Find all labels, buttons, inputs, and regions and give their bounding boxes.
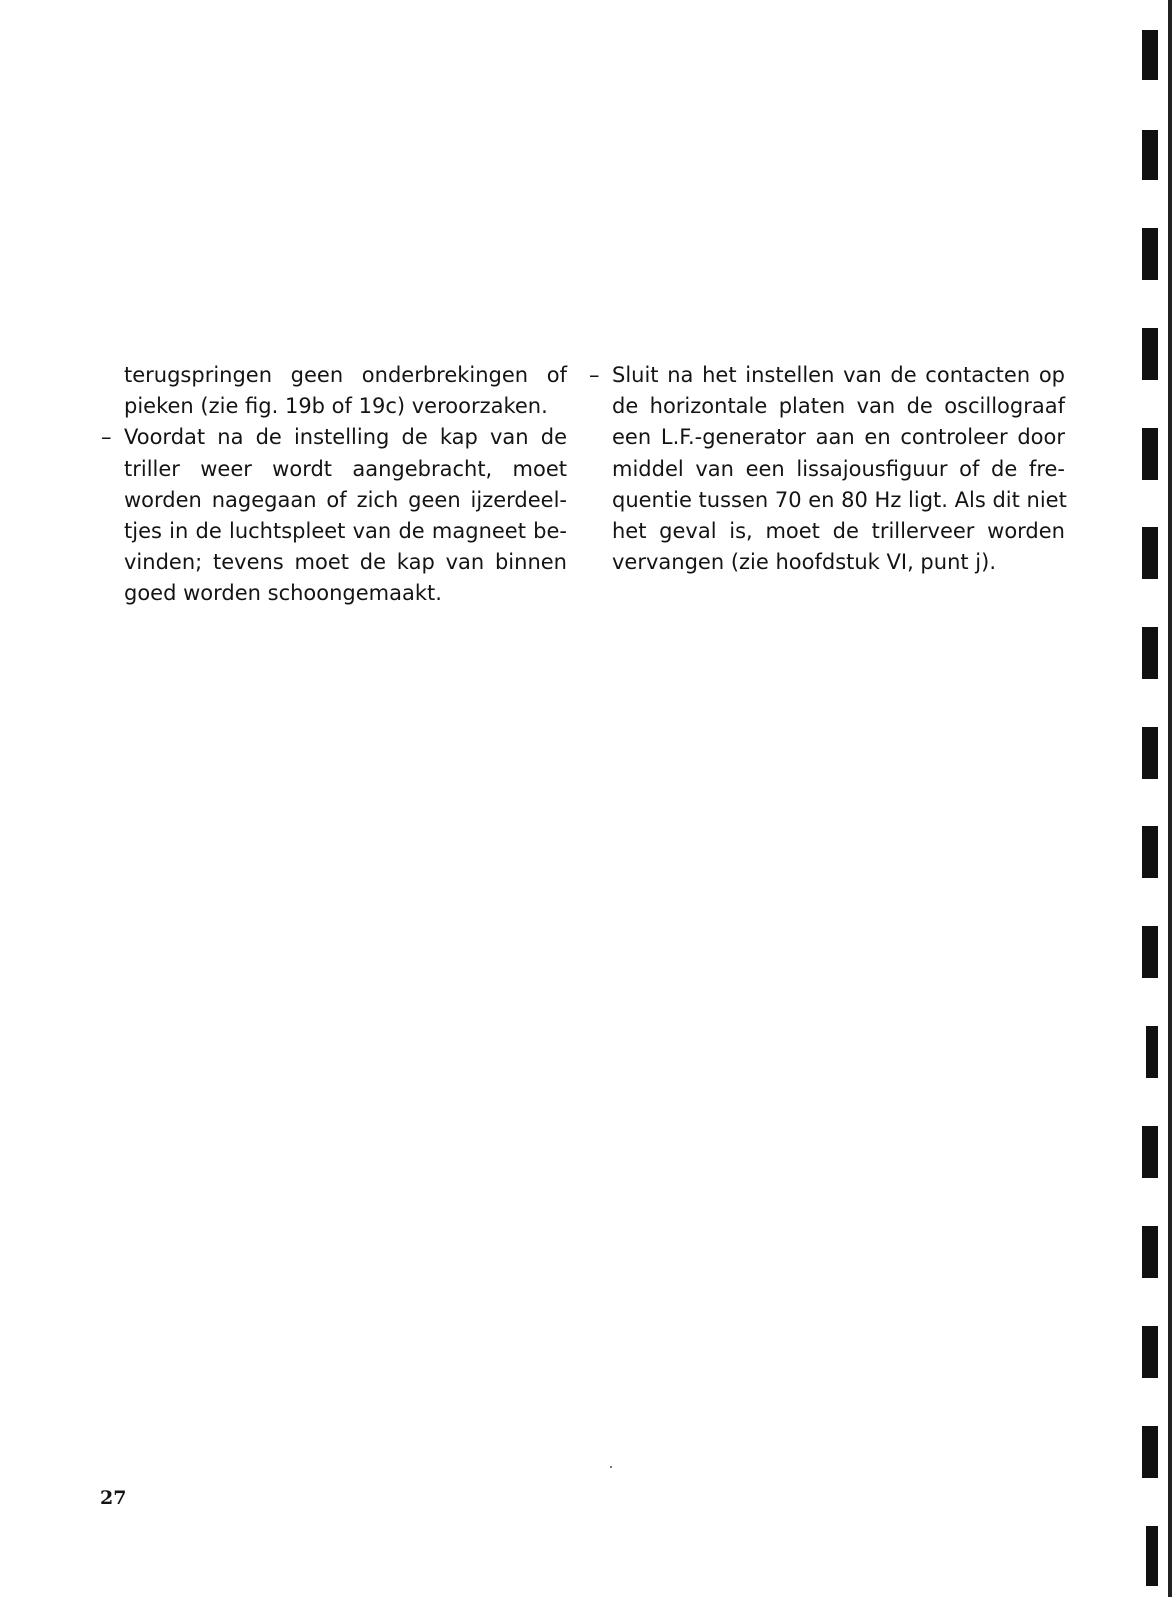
- binding-strip: [1168, 0, 1172, 1597]
- text-line: triller weer wordt aangebracht, moet: [124, 456, 567, 481]
- binding-tab: [1142, 328, 1158, 380]
- binding-tab: [1146, 1026, 1158, 1078]
- binding-edge: [1132, 0, 1172, 1597]
- binding-tab: [1142, 1126, 1158, 1178]
- text-line: pieken (zie fig. 19b of 19c) veroorzaken.: [124, 394, 548, 419]
- text-line: vervangen (zie hoofdstuk VI, punt j).: [612, 550, 996, 575]
- binding-tab: [1142, 1226, 1158, 1278]
- scan-speck: [610, 1466, 612, 1468]
- text-line: tjes in de luchtspleet van de magneet be-: [124, 518, 567, 543]
- text-line: terugspringen geen onderbrekingen of: [124, 363, 567, 387]
- right-text-column: [585, 360, 1065, 578]
- text-line: goed worden schoongemaakt.: [124, 581, 442, 606]
- bullet-item: – Voordat na de instelling de kap van de: [97, 422, 567, 453]
- binding-tab: [1142, 428, 1158, 480]
- text-line: worden nagegaan of zich geen ijzerdeel-: [124, 487, 567, 512]
- binding-tab: [1142, 627, 1158, 679]
- bullet-item: – Sluit na het instellen van de contacten op: [585, 360, 1065, 391]
- binding-tab: [1146, 1526, 1158, 1586]
- binding-tab: [1142, 926, 1158, 978]
- text-line: quentie tussen 70 en 80 Hz ligt. Als dit niet: [612, 487, 1067, 512]
- bullet-dash: –: [589, 363, 600, 387]
- binding-tab: [1142, 30, 1158, 80]
- text-line: een L.F.-generator aan en controleer door: [612, 425, 1065, 450]
- binding-tab: [1142, 826, 1158, 878]
- binding-tab: [1142, 228, 1158, 280]
- binding-tab: [1142, 1426, 1158, 1478]
- text-line: de horizontale platen van de oscillograaf: [612, 394, 1065, 419]
- page-number: 27: [100, 1487, 127, 1509]
- binding-tab: [1142, 527, 1158, 579]
- text-line: middel van een lissajousfiguur of de fre-: [612, 456, 1065, 481]
- text-line: het geval is, moet de trillerveer worden: [612, 518, 1065, 543]
- binding-tab: [1142, 130, 1158, 180]
- left-text-column: [97, 360, 567, 610]
- bullet-dash: –: [101, 425, 112, 450]
- binding-tab: [1142, 727, 1158, 779]
- binding-tab: [1142, 1326, 1158, 1378]
- text-line: vinden; tevens moet de kap van binnen: [124, 550, 567, 575]
